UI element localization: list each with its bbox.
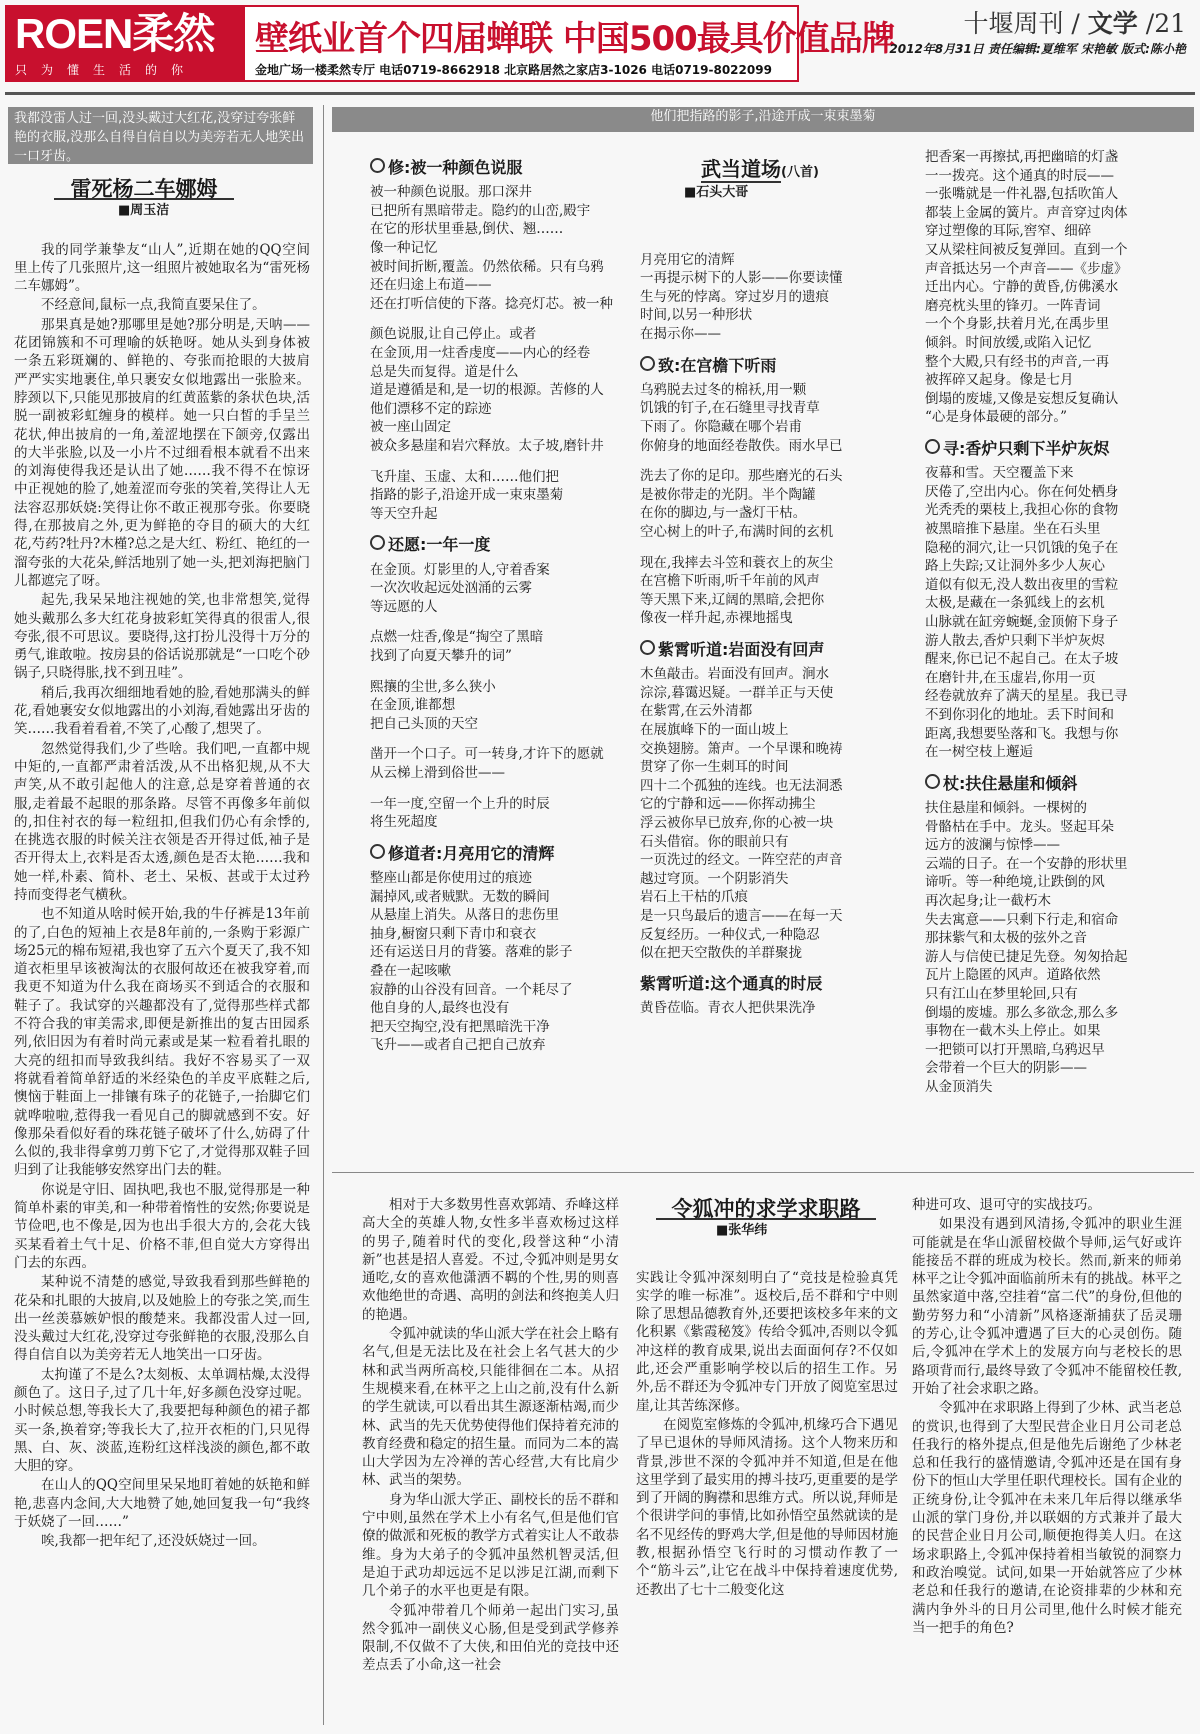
poem-line: 一年一度,空留一个上升的时辰 <box>370 795 550 812</box>
poem-line: 不到你羽化的地址。丢下时间和 <box>925 706 1114 723</box>
poem-line: 只有江山在梦里轮回,只有 <box>925 985 1078 1002</box>
story1-paragraph: 那果真是她?那哪里是她?那分明是,天呐——花团锦簇和不可理喻的妖艳呀。她从头到身体被一条五彩斑斓的、鲜艳的、夸张而抢眼的大披肩严严实实地裹住,单只裹安女似地露出一张脸来。脖颈以下,只能见那披肩的红黄蓝紫的条状色块,活脱一副被彩虹缠身的模样。她一只白皙的手呈兰花状,伸出披肩的一角,羞涩地摆在下颌旁,仅露出的大半张脸,以及一小片不过细看根本就看不出来的刘海使得我还是认出了她……我不得不在惊讶中正视她的脸了,她羞涩而夸张的笑着,笑得让人无法容忍那妖娆:笑得让你不敢正视那夸张。你要晓得,在那披肩之外,更为鲜艳的夺目的硕大的大红花,芍药?牡丹?木槿?总之是大红、粉红、艳红的一溜夸张的大花朵,鲜活地别了她一头,把刘海把脑门儿都遮完了呀。 <box>14 316 311 589</box>
story1-paragraph: 唉,我都一把年纪了,还没妖娆过一回。 <box>41 1533 266 1550</box>
story1-paragraph: 你说是守旧、固执吧,我也不服,觉得那是一种简单朴素的审美,和一种带着惰性的安然;你要说是节俭吧,也不像是,因为也出手很大方的,会花大钱买某看着土气十足、价格不菲,但自觉大方穿得出门去的东西。 <box>14 1181 310 1271</box>
header-rule <box>5 92 1195 95</box>
story3-paragraph: 在阅览室修炼的令狐冲,机缘巧合下遇见了早已退休的导师风清扬。这个人物来历和背景,涉世不深的令狐冲并不知道,但是在他这里学到了最实用的搏斗技巧,更重要的是学到了开阔的胸襟和思维方式。所以说,拜师是个很讲学问的事情,比如孙悟空虽然就读的是名不见经传的野鸡大学,但是他的导师因材施教,根据孙悟空飞行时的习惯动作教了一个“筋斗云”,让它在战斗中保持着速度优势,还教出了七十二般变化这 <box>636 1416 898 1598</box>
story1-paragraph: 太拘谨了不是么?太刻板、太单调枯燥,太没得颜色了。这日子,过了几十年,好多颜色没穿过呢。小时候总想,等我长大了,我要把每种颜色的裙子都买一条,换着穿;等我长大了,拉开衣柜的门,只见得黑、白、灰、淡蓝,连粉红这样浅淡的颜色,都不敢大胆的穿。 <box>14 1366 310 1475</box>
story3-title: 令狐冲的求学求职路 <box>656 1200 876 1220</box>
poem-heading-text: 寻:香炉只剩下半炉灰烬 <box>943 438 1110 458</box>
poem-stanza <box>370 561 628 617</box>
poem-line: 还有运送日月的背篓。落难的影子 <box>370 944 573 961</box>
poem-line: 光秃秃的栗枝上,我担心你的食物 <box>925 502 1119 519</box>
circle-bullet-icon <box>370 535 385 550</box>
poem-heading-text: 修:被一种颜色说服 <box>388 158 523 177</box>
masthead: 十堰周刊 / 文学 /21 <box>963 9 1186 38</box>
lead-stanza <box>640 251 880 344</box>
circle-bullet-icon <box>925 774 940 789</box>
poem-line: 浮云被你早已放弃,你的心被一块 <box>640 815 834 832</box>
poem-column-3 <box>925 148 1190 1168</box>
poem-stanza <box>925 464 1190 762</box>
poem-line: 整个大殿,只有经书的声音,一再 <box>925 353 1110 370</box>
poem-line: 再次起身;让一截朽木 <box>925 892 1052 909</box>
poem-line: 穿过塑像的耳际,窖窄、细碎 <box>925 223 1092 240</box>
poem-line: 它的宁静和远——你挥动拂尘 <box>640 796 816 813</box>
poem-line: 在金顶,谁都想 <box>370 697 456 714</box>
poem-heading <box>925 439 1190 458</box>
poem-line: 被一种颜色说服。那口深井 <box>370 184 532 201</box>
poem-line: 黄昏莅临。青衣人把供果洗净 <box>640 1000 816 1017</box>
story1-pull-quote: 我都没雷人过一回,没头戴过大红花,没穿过夸张鲜艳的衣服,没那么自得自信自以为美旁若无人地笑出一口牙齿。 <box>8 107 313 164</box>
poem-line: 空心树上的叶子,布满时间的玄机 <box>640 524 834 541</box>
story1-paragraph: 在山人的QQ空间里呆呆地盯着她的妖艳和鲜艳,悲喜内念间,大大地赞了她,她回复我一句“我终于妖娆了一回……” <box>14 1477 310 1531</box>
story1-paragraph: 不经意间,鼠标一点,我简直要呆住了。 <box>41 297 266 314</box>
poem-stanza <box>370 795 628 832</box>
poem-line: 一张嘴就是一件礼器,包括吹笛人 <box>925 186 1119 203</box>
story3-author: ■张华纬 <box>716 1223 768 1239</box>
poem-heading <box>370 535 628 554</box>
poem-line: 岩石上干枯的爪痕 <box>640 889 748 906</box>
poem-line: 总是失而复得。道是什么 <box>370 363 519 380</box>
poem-line: 醒来,你已记不起自己。在太子坡 <box>925 651 1119 668</box>
poem-line: 扶住悬崖和倾斜。一棵树的 <box>925 800 1087 816</box>
section-divider <box>332 1172 1194 1173</box>
poem-heading <box>370 844 628 863</box>
brand-name: ROEN柔然 <box>15 10 215 57</box>
poem-line: 越过穹顶。一个阴影消失 <box>640 870 789 887</box>
poem-line: 寂静的山谷没有回音。一个耗尽了 <box>370 981 573 998</box>
story3-paragraph: 相对于大多数男性喜欢郭靖、乔峰这样高大全的英雄人物,女性多半喜欢杨过这样的男子,随着时代的变化,段誉这种“小清新”也甚是招人喜爱。不过,令狐冲则是男女通吃,女的喜欢他潇洒不羁的个性,男的则喜欢他绝世的奇遇、高明的剑法和终抱美人归的艳遇。 <box>362 1197 619 1323</box>
story3-column-2 <box>636 1197 898 1726</box>
poem-line: 从金顶消失 <box>925 1078 993 1095</box>
poem-stanza <box>925 148 1190 427</box>
poem-line: 被时间折断,覆盖。仍然依稀。只有乌鸦 <box>370 258 604 275</box>
story2-title-block <box>640 157 880 182</box>
poem-stanza <box>370 628 628 665</box>
poem-line: 像一种记忆 <box>370 240 438 257</box>
circle-bullet-icon <box>370 158 385 173</box>
poem-line: 交换翅膀。箫声。一个早课和晚祷 <box>640 740 843 757</box>
ad-contact: 金地广场一楼柔然专厅 电话0719-8662918 北京路居然之家店3-1026 电话0719-8022099 <box>255 63 772 77</box>
poem-line: 时间,以另一种形状 <box>640 307 753 324</box>
poem-line: 被挥碎又起身。像是七月 <box>925 372 1074 389</box>
poem-stanza <box>370 869 628 1055</box>
story2-banner: 他们把指路的影子,沿途开成一束束墨菊 <box>332 107 1194 132</box>
poem-line: 已把所有黑暗带走。隐约的山峦,殿宇 <box>370 202 591 219</box>
poem-line: 月亮用它的清辉 <box>640 251 735 268</box>
poem-line: 他们漂移不定的踪迹 <box>370 400 492 417</box>
story3-column-1 <box>362 1196 619 1726</box>
poem-line: 木鱼敲击。岩面没有回声。涧水 <box>640 666 829 683</box>
poem-line: 夜幕和雪。天空覆盖下来 <box>925 465 1074 482</box>
poem-line: 在一树空枝上邂逅 <box>925 744 1033 761</box>
poem-line: 等远愿的人 <box>370 598 438 615</box>
poem-line: 在你的脚边,与一盏灯干枯。 <box>640 505 807 522</box>
poem-line: 你俯身的地面经卷散佚。雨水早已 <box>640 437 843 454</box>
poem-line: 似在把天空散佚的羊群聚拢 <box>640 945 802 962</box>
poem-line: 叠在一起咳嗽 <box>370 963 451 980</box>
poem-line: 那抹紫气和太极的弦外之音 <box>925 930 1087 947</box>
poem-line: 淙淙,暮霭迟疑。一群羊正与天使 <box>640 684 834 701</box>
story3-paragraph: 种进可攻、退可守的实战技巧。 <box>912 1197 1101 1213</box>
poem-line: 将生死超度 <box>370 814 438 831</box>
story3-paragraph: 令狐冲就读的华山派大学在社会上略有名气,但是无法比及在社会上名气甚大的少林和武当两所高校,只能徘徊在二本。从招生规模来看,在林平之上山之前,没有什么新的学生就读,可以看出其生源逐渐枯竭,而少林、武当的先天优势使得他们保持着充沛的教育经费和稳定的招生量。而同为二本的嵩山大学因为左冷禅的苦心经营,大有比肩少林、武当的架势。 <box>362 1326 619 1489</box>
poem-line: 太极,是藏在一条狐线上的玄机 <box>925 595 1105 612</box>
poem-heading-text: 致:在宫檐下听雨 <box>658 355 777 375</box>
brand-logo <box>7 7 245 80</box>
poem-line: 整座山都是你使用过的痕迹 <box>370 870 532 887</box>
poem-line: 谛听。等一种绝境,让跌倒的风 <box>925 874 1105 891</box>
column-divider <box>323 105 324 1725</box>
poem-line: 被一座山固定 <box>370 419 451 436</box>
poem-heading-text: 紫霄听道:这个通真的时辰 <box>640 973 823 993</box>
poem-line: 在紫霄,在云外清都 <box>640 703 753 720</box>
poem-stanza <box>370 183 628 313</box>
poem-line: 倒塌的废墟,又像是妄想反复确认 <box>925 390 1119 407</box>
poem-heading-text: 修道者:月亮用它的清辉 <box>388 843 555 863</box>
poem-heading-text: 紫霄听道:岩面没有回声 <box>658 639 825 659</box>
poem-line: 声音抵达另一个声音——《步虚》 <box>925 260 1128 277</box>
circle-bullet-icon <box>640 356 655 371</box>
story1-paragraphs <box>14 241 310 1551</box>
poem-line: 凿开一个口子。可一转身,才许下的愿就 <box>370 746 604 763</box>
story3-paragraph: 令狐冲在求职路上得到了少林、武当老总的赏识,也得到了大型民营企业日月公司老总任我行的格外提点,但是他先后谢绝了少林老总和任我行的盛情邀请,令狐冲还是在国有身份下的恒山大学里任职代理校长。国有企业的正统身份,让令狐冲在未来几年后得以继承华山派的掌门身份,并以联姻的方式兼并了最大的民营企业日月公司,顺便抱得美人归。在这场求职路上,令狐冲保持着相当敏锐的洞察力和政治嗅觉。试问,如果一开始就答应了少林老总和任我行的邀请,在论资排辈的少林和充满内争外斗的日月公司里,他什么时候才能充当一把手的角色? <box>912 1400 1182 1636</box>
paper-name: 十堰周刊 <box>963 9 1064 38</box>
poem-line: 云端的日子。在一个安静的形状里 <box>925 855 1128 872</box>
poem-stanza <box>640 381 880 455</box>
poem-line: 隐秘的洞穴,让一只饥饿的兔子在 <box>925 539 1119 556</box>
poem-line: 游人散去,香炉只剩下半炉灰烬 <box>925 632 1105 649</box>
poem-line: 飞升崖、玉虚、太和……他们把 <box>370 468 559 485</box>
poem-line: 等天空升起 <box>370 505 438 522</box>
poem-line: 厌倦了,空出内心。你在何处栖身 <box>925 483 1119 500</box>
poem-line: 还在归途上布道—— <box>370 277 492 294</box>
poem-line: 在磨针井,在玉虚岩,你用一页 <box>925 669 1096 686</box>
brand-slogan: 只为懂生活的你 <box>15 63 198 77</box>
poem-line: 被众多悬崖和岩穴释放。太子坡,磨针井 <box>370 438 604 455</box>
story1-title: 雷死杨二车娜姆 <box>54 180 234 200</box>
poem-line: 他自身的人,最终也没有 <box>370 1000 510 1017</box>
poem-column-1 <box>370 148 628 1168</box>
circle-bullet-icon <box>370 844 385 859</box>
poem-line: 倒塌的废墟。那么多欲念,那么多 <box>925 1004 1119 1021</box>
poem-heading <box>925 774 1190 793</box>
poem-line: 在它的形状里垂悬,倒伏、翘…… <box>370 221 564 238</box>
page-number: /21 <box>1145 9 1186 38</box>
poem-line: 下雨了。你隐藏在哪个岩甫 <box>640 419 802 436</box>
poem-line: 飞升——或者自己把自己放弃 <box>370 1037 546 1054</box>
poem-heading-text: 还愿:一年一度 <box>388 535 491 555</box>
poem-line: 生与死的悖离。穿过岁月的遗痕 <box>640 288 829 305</box>
story3-paragraph: 身为华山派大学正、副校长的岳不群和宁中则,虽然在学术上小有名气,但是他们官僚的做派和死板的教学方式着实让人不敢恭维。身为大弟子的令狐冲虽然机智灵活,但是迫于武功却远远不足以涉足江湖,而剩下几个弟子的水平也更是有限。 <box>362 1491 619 1600</box>
story3-paragraph: 令狐冲带着几个师弟一起出门实习,虽然令狐冲一副侠义心肠,但是受到武学修养限制,不仅做不了大侠,和田伯光的竞技中还差点丢了小命,这一社会 <box>362 1602 619 1674</box>
poem-line: 是一只鸟最后的遗言——在每一天 <box>640 908 843 924</box>
poem-heading <box>640 356 880 375</box>
circle-bullet-icon <box>640 640 655 655</box>
poem-line: 把天空掏空,没有把黑暗洗干净 <box>370 1018 550 1035</box>
poem-column-2 <box>640 157 880 1170</box>
poem-line: 一一拨亮。这个通真的时辰—— <box>925 167 1114 184</box>
poem-stanza <box>640 665 880 963</box>
section-name: 文学 <box>1087 9 1138 38</box>
poem-line: 事物在一截木头上停止。如果 <box>925 1023 1101 1040</box>
poem-line: 在金顶。灯影里的人,守着香案 <box>370 561 550 578</box>
poem-line: 现在,我摔去斗笠和蓑衣上的灰尘 <box>640 554 834 571</box>
story1-paragraph: 我的同学兼挚友“山人”,近期在她的QQ空间里上传了几张照片,这一组照片被她取名为“雷死杨二车娜姆”。 <box>14 241 310 295</box>
poem-heading <box>640 975 880 993</box>
story2-author: ■石头大哥 <box>684 185 749 201</box>
poem-line: 抽身,橱窗只剩下青巾和衰衣 <box>370 925 537 942</box>
poem-line: 反复经历。一种仪式,一种隐忍 <box>640 926 820 943</box>
poem-line: 游人与信使已捷足先登。匆匆拾起 <box>925 948 1128 965</box>
poem-line: 从云梯上滑到俗世—— <box>370 765 505 782</box>
poem-heading-text: 杖:扶住悬崖和倾斜 <box>943 773 1078 793</box>
poem-line: 又从梁柱间被反复弹回。直到一个 <box>925 241 1128 258</box>
poem-line: 像夜一样升起,赤裸地摇曳 <box>640 610 793 627</box>
poem-line: 远方的波澜与惊悸—— <box>925 837 1060 854</box>
story1-paragraph: 起先,我呆呆地注视她的笑,也非常想笑,觉得她头戴那么多大红花身披彩虹笑得真的很雷人,很夸张,很不可思议。要晓得,这打扮儿没得十万分的勇气,谁敢啦。按房县的俗话说那就是“一口吃个砂锅子,只晓得胀,找不到丑哇”。 <box>14 592 310 682</box>
story1-paragraph: 也不知道从啥时候开始,我的牛仔裤是13年前的了,白色的短袖上衣是8年前的,一条购于彩源广场25元的棉布短裙,我也穿了五六个夏天了,我不知道衣柜里早该被淘汰的衣服何故还在被我穿着,而我更不知道为什么我在商场买不到适合的衣服和鞋子了。我试穿的兴趣都没有了,觉得那些样式都不符合我的审美需求,即便是新推出的复古田园系列,依旧因为有着时尚元素或是某一粒看着扎眼的大亮的纽扣而导致我纠结。我好不容易买了一双将就看着简单舒适的米经染色的羊皮平底鞋之后,懊恼于鞋面上一排镶有珠子的花链子,一抬脚它们就哗啦啦,惹得我一看见自己的脚就感到不安。好像那朵看似好看的珠花链子破坏了什么,妨碍了什么似的,我非得拿剪刀剪下它了,才觉得那双鞋子回归到了让我能够安然穿出门去的鞋。 <box>14 906 310 1179</box>
poem-line: 山脉就在缸旁蜿蜒,金顶俯下身子 <box>925 613 1119 630</box>
poem-line: 在宫檐下听雨,听千年前的风声 <box>640 573 820 590</box>
poem-line: 在金顶,用一炷香虔度——内心的经卷 <box>370 345 591 362</box>
advertisement-banner <box>5 5 895 82</box>
poem-line: 倾斜。时间放缓,或陷入记忆 <box>925 334 1092 351</box>
poem-line: 熙攘的尘世,多么狭小 <box>370 678 496 695</box>
poem-line: 洗去了你的足印。那些磨光的石头 <box>640 468 843 485</box>
poem-line: 被黑暗推下悬崖。坐在石头里 <box>925 520 1101 537</box>
poem-line: 瓦片上隐匿的风声。道路依然 <box>925 967 1101 984</box>
poem-line: 点燃一炷香,像是“掏空了黑暗 <box>370 629 544 646</box>
poem-line: 迁出内心。宁静的黄昏,仿佛溪水 <box>925 279 1119 296</box>
poem-line: 在揭示你—— <box>640 325 721 342</box>
poem-stanza <box>640 467 880 541</box>
poem-line: 一次次收起远处汹涌的云雾 <box>370 580 532 597</box>
poem-line: 漏掉风,或者贼默。无数的瞬间 <box>370 888 550 905</box>
poem-line: 是被你带走的光阴。半个陶罐 <box>640 486 816 503</box>
poem-line: 会带着一个巨大的阴影—— <box>925 1060 1087 1077</box>
poem-stanza <box>370 325 628 455</box>
poem-line: 骨骼枯在手中。龙头。竖起耳朵 <box>925 818 1114 835</box>
story1-author: ■周玉洁 <box>118 203 170 219</box>
ad-headline: 壁纸业首个四届蝉联 中国500最具价值品牌 <box>255 19 895 59</box>
poem-line: 在展旗峰下的一面山坡上 <box>640 722 789 739</box>
poem-line: “心是身体最硬的部分。” <box>925 409 1068 426</box>
story2-subtitle: (八首) <box>781 165 819 180</box>
story3-column-3 <box>912 1196 1182 1726</box>
poem-line: 一把锁可以打开黑暗,乌鸦迟早 <box>925 1041 1105 1058</box>
story3-paragraph: 如果没有遇到风清扬,令狐冲的职业生涯可能就是在华山派留校做个导师,运气好或许能接岳不群的班成为校长。然而,新来的师弟林平之让令狐冲面临前所未有的挑战。林平之虽然家道中落,空挂着“富二代”的身份,但他的勤劳努力和“小清新”风格逐渐捕获了岳灵珊的芳心,让令狐冲遭遇了巨大的心灵创伤。随后,令狐冲在学术上的发展方向与老校长的思路项背而行,最终导致了令狐冲不能留校任教,开始了社会求职之路。 <box>912 1216 1182 1397</box>
poem-line: 颜色说服,让自己停止。或者 <box>370 326 537 343</box>
poem-line: 乌鸦脱去过冬的棉袄,用一颗 <box>640 381 807 398</box>
poem-line: 把香案一再擦拭,再把幽暗的灯盏 <box>925 149 1119 165</box>
poem-line: 等天黑下来,辽阔的黑暗,会把你 <box>640 591 825 608</box>
poem-heading <box>370 158 628 177</box>
poem-line: 经卷就放弃了满天的星星。我已寻 <box>925 688 1128 705</box>
poem-line: 一页洗过的经文。一阵空茫的声音 <box>640 852 843 869</box>
poem-line: 四十二个孤独的连线。也无法洞悉 <box>640 777 843 794</box>
poem-line: 从悬崖上消失。从落日的悲伤里 <box>370 907 559 924</box>
poem-line: 石头借宿。你的眼前只有 <box>640 833 789 850</box>
poem-stanza <box>370 468 628 524</box>
story1-body <box>14 177 311 1720</box>
story3-paragraph: 实践让令狐冲深刻明白了“竞技是检验真凭实学的唯一标准”。返校后,岳不群和宁中则除了思想品德教育外,还要把该校多年来的文化积累《紫霞秘笈》传给令狐冲,否则以令狐冲这样的教育成果,说出去面面何存?不仅如此,还会严重影响学校以后的招生工作。另外,岳不群还为令狐冲专门开放了阅览室思过崖,让其苦练深修。 <box>636 1269 898 1414</box>
story1-paragraph: 稍后,我再次细细地看她的脸,看她那满头的鲜花,看她裹安女似地露出的小刘海,看她露出牙齿的笑……我看着看着,不笑了,心酸了,想哭了。 <box>14 684 310 738</box>
poem-line: 道是遵循是和,是一切的根源。苦修的人 <box>370 382 604 399</box>
poem-line: 贯穿了你一生刺耳的时间 <box>640 759 789 776</box>
poem-heading <box>640 640 880 659</box>
story2-title: 武当道场 <box>701 157 782 181</box>
poem-stanza <box>370 745 628 782</box>
poem-line: 把自己头顶的天空 <box>370 715 478 732</box>
poem-line: 一再提示树下的人影——你要读懂 <box>640 270 843 287</box>
poem-line: 一个个身影,扶着月光,在禹步里 <box>925 316 1110 333</box>
poem-line: 磨亮枕头里的锋刃。一阵青词 <box>925 297 1101 314</box>
poem-line: 失去寓意——只剩下行走,和宿命 <box>925 911 1119 928</box>
poem-stanza <box>640 999 880 1018</box>
poem-line: 指路的影子,沿途开成一束束墨菊 <box>370 487 564 504</box>
poem-line: 距离,我想要坠落和飞。我想与你 <box>925 725 1119 742</box>
poem-stanza <box>925 799 1190 1097</box>
poem-line: 都装上金属的簧片。声音穿过肉体 <box>925 204 1128 221</box>
poem-line: 还在打听信使的下落。捻亮灯芯。被一种 <box>370 295 613 312</box>
poem-line: 路上失踪;又让洞外多少人灰心 <box>925 558 1106 575</box>
dateline: 2012年8月31日 责任编辑:夏维军 宋艳敏 版式:陈小艳 <box>889 42 1186 56</box>
poem-stanza <box>370 678 628 734</box>
story1-paragraph: 某种说不清楚的感觉,导致我看到那些鲜艳的花朵和扎眼的大披肩,以及她脸上的夸张之笑,而生出一丝羡慕嫉妒恨的酸楚来。我都没雷人过一回,没头戴过大红花,没穿过夸张鲜艳的衣服,没那么自得自信自以为美旁若无人地笑出一口牙齿。 <box>14 1274 310 1364</box>
poem-line: 找到了向夏天攀升的词” <box>370 648 512 665</box>
poem-stanza <box>640 554 880 628</box>
poem-line: 饥饿的钉子,在石缝里寻找青草 <box>640 400 820 417</box>
poem-line: 道似有似无,没人数出夜里的雪粒 <box>925 576 1119 593</box>
circle-bullet-icon <box>925 439 940 454</box>
story1-paragraph: 忽然觉得我们,少了些啥。我们吧,一直都中规中矩的,一直都严肃着活泼,从不出格犯规,从不大声笑,从不敢引起他人的注意,总是穿着普通的衣服,走着最不起眼的那条路。尽管不再像多年前似的,扣住衬衣的每一粒纽扣,但我们仍心有余悸的,在挑选衣服的时候关注衣领是否开得过低,袖子是否开得太上,衣料是否太透,颜色是否太艳……我和她一样,朴素、简朴、老土、呆板、甚或于太过矜持而变得老气横秋。 <box>14 740 310 903</box>
